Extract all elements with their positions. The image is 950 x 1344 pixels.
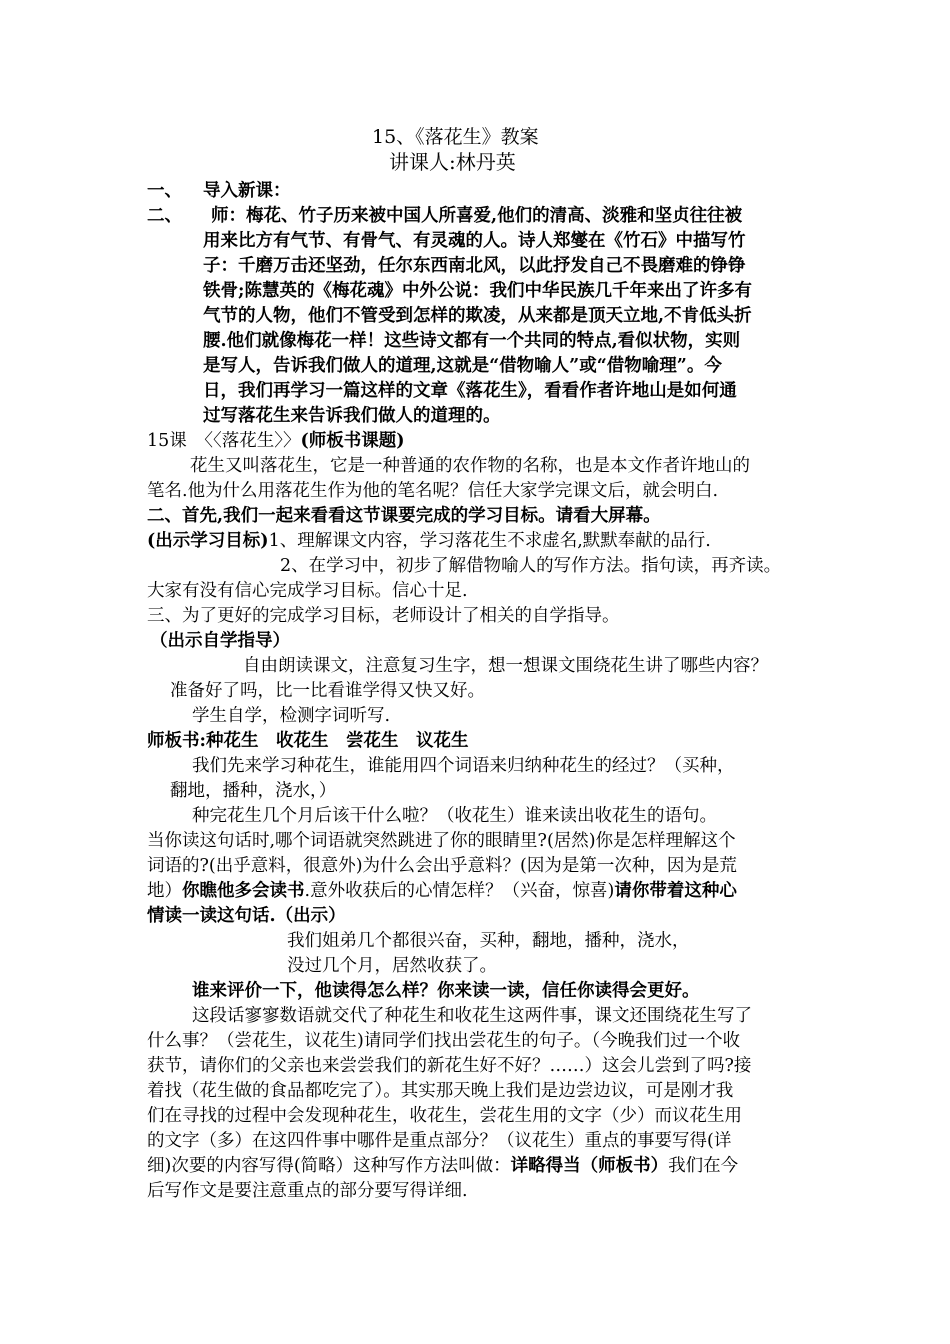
text-run-bold: 你瞧他多会读书	[182, 881, 305, 901]
section-1-heading: 导入新课：	[203, 181, 291, 201]
goals-label: (出示学习目标)	[147, 531, 269, 551]
paragraph-line: 这段话寥寥数语就交代了种花生和收花生这两件事，课文还围绕花生写了	[192, 1006, 752, 1026]
paragraph-line: 自由朗读课文，注意复习生字，想一想课文围绕花生讲了哪些内容？	[243, 656, 768, 676]
paragraph-line: 情读一读这句话.（出示）	[147, 906, 346, 926]
intro-line: 日，我们再学习一篇这样的文章《落花生》，看看作者许地山是如何通	[203, 381, 737, 401]
intro-line: 子：千磨万击还坚劲，任尔东西南北风，以此抒发自己不畏磨难的铮铮	[203, 256, 746, 276]
paragraph-line: 获节，请你们的父亲也来尝尝我们的新花生好不好？……）这会儿尝到了吗?接	[147, 1056, 752, 1076]
lesson-board-note: (师板书课题)	[300, 431, 405, 451]
guide-label: （出示自学指导）	[150, 631, 290, 651]
intro-line: 是写人，告诉我们做人的道理,这就是“借物喻人”或“借物喻理”。今	[203, 356, 722, 376]
board-writing: 师板书:种花生 收花生 尝花生 议花生	[147, 731, 469, 751]
intro-line: 腰.他们就像梅花一样！这些诗文都有一个共同的特点,看似状物，实则	[203, 331, 741, 351]
paragraph-line: 什么事？（尝花生，议花生)请同学们找出尝花生的句子。（今晚我们过一个收	[147, 1031, 741, 1051]
intro-line: 过写落花生来告诉我们做人的道理的。	[203, 406, 501, 426]
quote-line: 我们姐弟几个都很兴奋，买种，翻地，播种，浇水，	[287, 931, 690, 951]
section-2-number: 二、	[147, 206, 182, 226]
paragraph-line: 的文字（多）在这四件事中哪件是重点部分？（议花生）重点的事要写得(详	[147, 1131, 732, 1151]
paragraph-line: 们在寻找的过程中会发现种花生，收花生，尝花生用的文字（少）而议花生用	[147, 1106, 742, 1126]
paragraph-line: 大家有没有信心完成学习目标。信心十足.	[147, 581, 468, 601]
section-4-heading: 三、为了更好的完成学习目标，老师设计了相关的自学指导。	[147, 606, 620, 626]
paragraph-line: 笔名.他为什么用落花生作为他的笔名呢？信任大家学完课文后，就会明白.	[147, 481, 719, 501]
lesson-title-line	[147, 429, 405, 453]
intro-line: 铁骨;陈慧英的《梅花魂》中外公说：我们中华民族几千年来出了许多有	[203, 281, 752, 301]
paragraph-line: 花生又叫落花生，它是一种普通的农作物的名称，也是本文作者许地山的	[190, 456, 750, 476]
paragraph-line: 翻地，播种，浇水，）	[170, 781, 337, 801]
evaluation-line: 谁来评价一下，他读得怎么样？你来读一读，信任你读得会更好。	[192, 981, 700, 1001]
text-run: 地）	[147, 881, 182, 901]
paragraph-line: 我们先来学习种花生，谁能用四个词语来归纳种花生的经过？（买种，	[192, 756, 735, 776]
text-run-bold: 详略得当（师板书）	[510, 1156, 669, 1176]
paragraph-line: 学生自学，检测字词听写.	[192, 706, 391, 726]
goal-item: 2、在学习中，初步了解借物喻人的写作方法。指句读，再齐读。	[280, 556, 782, 576]
text-run: 细)次要的内容写得(简略）这种写作方法叫做：	[147, 1156, 511, 1176]
doc-teacher: 讲课人:林丹英	[389, 150, 516, 174]
section-3-heading: 二、首先,我们一起来看看这节课要完成的学习目标。请看大屏幕。	[147, 506, 661, 526]
section-1-number: 一、	[147, 181, 182, 201]
text-run-bold: 请你带着这种心	[614, 881, 737, 901]
paragraph-line	[147, 1154, 738, 1178]
intro-line: 师：梅花、竹子历来被中国人所喜爱,他们的清高、淡雅和坚贞往往被	[211, 206, 743, 226]
paragraph-line	[147, 879, 737, 903]
paragraph-line: 后写作文是要注意重点的部分要写得详细.	[147, 1181, 468, 1201]
paragraph-line: 种完花生几个月后该干什么啦？（收花生）谁来读出收花生的语句。	[192, 806, 717, 826]
goal-item: 1、理解课文内容，学习落花生不求虚名,默默奉献的品行.	[268, 531, 711, 551]
paragraph-line: 当你读这句话时,哪个词语就突然跳进了你的眼睛里?(居然)你是怎样理解这个	[147, 831, 736, 851]
intro-line: 用来比方有气节、有骨气、有灵魂的人。诗人郑燮在《竹石》中描写竹	[203, 231, 746, 251]
intro-line: 气节的人物，他们不管受到怎样的欺凌，从来都是顶天立地,不肯低头折	[203, 306, 752, 326]
paragraph-line: 准备好了吗，比一比看谁学得又快又好。	[170, 681, 485, 701]
quote-line: 没过几个月，居然收获了。	[287, 956, 497, 976]
text-run: 我们在今	[668, 1156, 739, 1176]
text-run: .意外收获后的心情怎样？（兴奋，惊喜)	[304, 881, 615, 901]
doc-title: 15、《落花生》教案	[372, 126, 539, 148]
paragraph-line: 着找（花生做的食品都吃完了）。其实那天晚上我们是边尝边议，可是刚才我	[147, 1081, 734, 1101]
paragraph-line: 词语的?(出乎意料，很意外)为什么会出乎意料？(因为是第一次种，因为是荒	[147, 856, 737, 876]
lesson-title: 15课 〈〈落花生〉〉	[147, 431, 301, 451]
goals-line	[147, 529, 711, 553]
